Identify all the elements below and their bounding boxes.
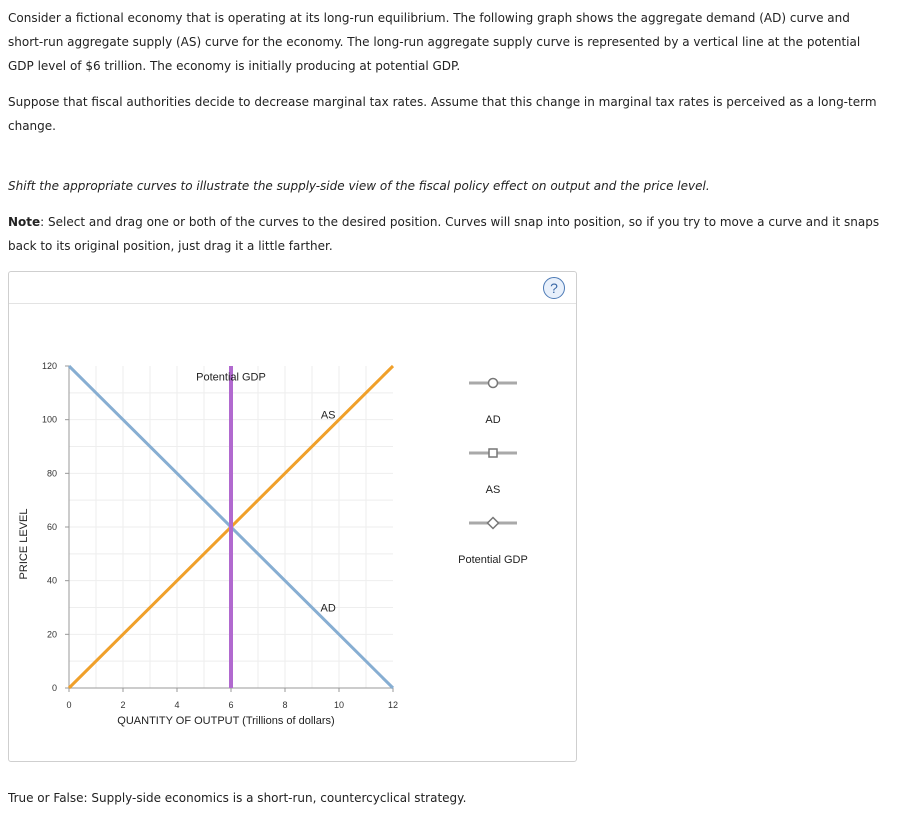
x-tick-label: 2 bbox=[120, 700, 126, 710]
ad-tool-label: AD bbox=[485, 414, 501, 426]
intro-paragraph-1 bbox=[8, 6, 910, 78]
intro-line: change. bbox=[8, 119, 56, 133]
x-axis-label: QUANTITY OF OUTPUT (Trillions of dollars) bbox=[117, 715, 335, 727]
y-tick-label: 60 bbox=[46, 522, 57, 532]
x-tick-label: 12 bbox=[387, 700, 399, 710]
potential-gdp-tool-marker[interactable] bbox=[488, 518, 499, 529]
as-tool-label: AS bbox=[485, 484, 501, 496]
as-tool-marker[interactable] bbox=[489, 449, 497, 457]
y-tick-label: 20 bbox=[46, 629, 57, 640]
ad-tool-marker[interactable] bbox=[489, 379, 498, 388]
y-tick-label: 120 bbox=[41, 361, 57, 371]
note-label: Note bbox=[8, 215, 41, 229]
y-tick-label: 80 bbox=[46, 468, 57, 479]
graph-panel bbox=[8, 271, 577, 762]
as-curve-label: AS bbox=[320, 409, 336, 422]
y-tick-label: 100 bbox=[41, 414, 57, 425]
y-tick-label: 40 bbox=[46, 575, 57, 586]
potential-gdp-tool-label: Potential GDP bbox=[458, 554, 528, 566]
ad-as-chart bbox=[9, 272, 576, 761]
intro-line: Suppose that fiscal authorities decide to decrease marginal tax rates. Assume that this change in marginal tax rates is perceived as a long-term bbox=[8, 95, 877, 109]
y-axis-label: PRICE LEVEL bbox=[18, 508, 30, 580]
help-button[interactable]: ? bbox=[543, 277, 565, 299]
x-tick-label: 0 bbox=[66, 700, 72, 710]
note-text: : Select and drag one or both of the curves to the desired position. Curves will snap into position, so if you try to move a curve and it snaps bbox=[40, 215, 880, 229]
x-tick-label: 6 bbox=[228, 700, 234, 710]
ad-curve-label: AD bbox=[320, 602, 336, 615]
x-tick-label: 8 bbox=[282, 700, 288, 710]
x-tick-label: 10 bbox=[333, 700, 345, 710]
intro-line: Consider a fictional economy that is operating at its long-run equilibrium. The following graph shows the aggregate demand (AD) curve and bbox=[8, 11, 850, 25]
instruction-text: Shift the appropriate curves to illustrate the supply-side view of the fiscal policy effect on output and the price level. bbox=[8, 179, 710, 193]
intro-line: short-run aggregate supply (AS) curve for the economy. The long-run aggregate supply curve is represented by a vertical line at the potential bbox=[8, 35, 861, 49]
intro-line: GDP level of $6 trillion. The economy is initially producing at potential GDP. bbox=[8, 59, 461, 73]
potential-gdp-curve-label: Potential GDP bbox=[196, 371, 266, 384]
y-tick-label: 0 bbox=[51, 683, 57, 693]
intro-paragraph-2 bbox=[8, 90, 910, 138]
note-paragraph bbox=[8, 210, 910, 258]
note-line-1 bbox=[8, 210, 910, 234]
x-tick-label: 4 bbox=[174, 700, 180, 710]
question-text: True or False: Supply-side economics is a short-run, countercyclical strategy. bbox=[8, 791, 467, 805]
note-line-2: back to its original position, just drag it a little farther. bbox=[8, 239, 333, 253]
